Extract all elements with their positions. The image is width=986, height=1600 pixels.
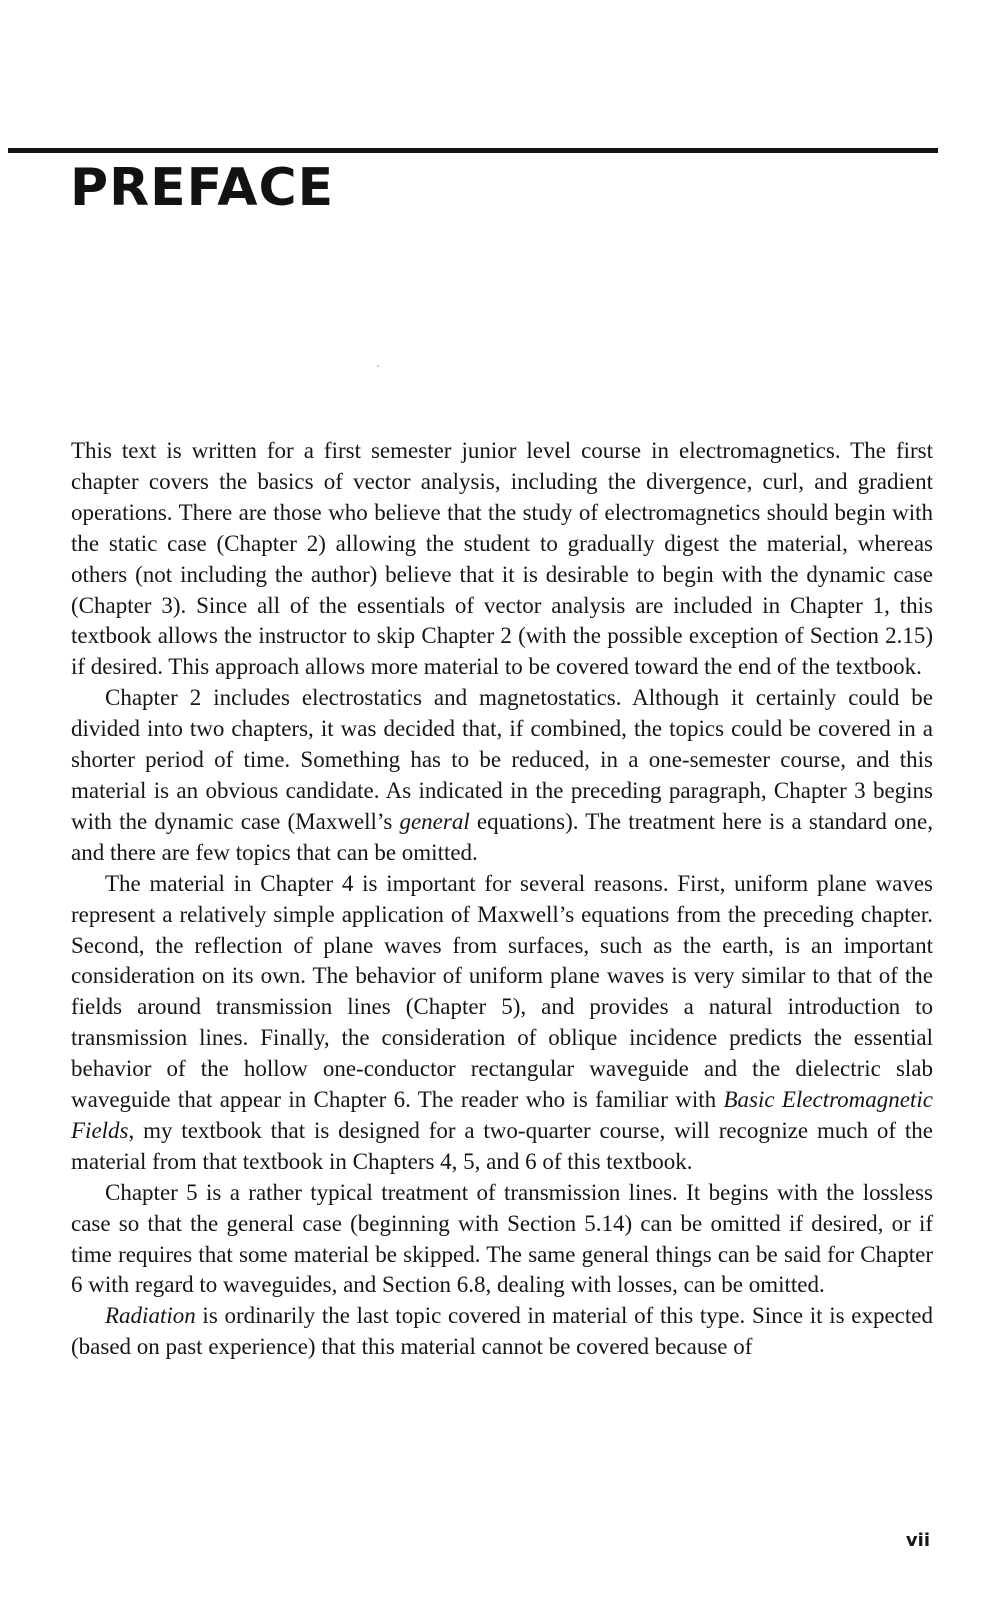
paragraph-5: [71, 1301, 933, 1363]
paragraph-3-book-title: Basic Electromagnetic Fields: [71, 1087, 933, 1143]
paragraph-1-text: This text is written for a first semester junior level course in electromagnetics. The first chapter covers the basics of vector analysis, including the divergence, curl, and gradient operations. There are those who believe that the study of electromagnetics should begin with the static case (Chapter 2) allowing the student to gradually digest the material, whereas others (not including the author) believe that it is desirable to begin with the dynamic case (Chapter 3). Since all of the essentials of vector analysis are included in Chapter 1, this textbook allows the instructor to skip Chapter 2 (with the possible exception of Section 2.15) if desired. This approach allows more material to be covered toward the end of the textbook.: [71, 438, 933, 680]
paragraph-4: [71, 1178, 933, 1302]
paragraph-2-text-b: equations). The treatment here is a standard one, and there are few topics that can be omitted.: [71, 808, 933, 865]
paragraph-3-text-b: , my textbook that is designed for a two-quarter course, will recognize much of the material from that textbook in Chapters 4, 5, and 6 of this textbook.: [71, 1117, 933, 1174]
paragraph-5-emphasis-radiation: Radiation: [105, 1303, 196, 1329]
paragraph-4-text: Chapter 5 is a rather typical treatment of transmission lines. It begins with the lossless case so that the general case (beginning with Section 5.14) can be omitted if desired, or if time requires that some material be skipped. The same general things can be said for Chapter 6 with regard to waveguides, and Section 6.8, dealing with losses, can be omitted.: [71, 1179, 933, 1298]
paragraph-1: [71, 436, 933, 683]
header-rule: [8, 148, 938, 153]
paragraph-3-text-a: The material in Chapter 4 is important for several reasons. First, uniform plane waves represent a relatively simple application of Maxwell’s equations from the preceding chapter. Second, the reflection of plane waves from surfaces, such as the earth, is an important consideration on its own. The behavior of uniform plane waves is very similar to that of the fields around transmission lines (Chapter 5), and provides a natural introduction to transmission lines. Finally, the consideration of oblique incidence predicts the essential behavior of the hollow one-conductor rectangular waveguide and the dielectric slab waveguide that appear in Chapter 6. The reader who is familiar with: [71, 870, 933, 1113]
paragraph-3: [71, 869, 933, 1178]
preface-body: [71, 436, 933, 1363]
paragraph-2-text-a: Chapter 2 includes electrostatics and magnetostatics. Although it certainly could be divided into two chapters, it was decided that, if combined, the topics could be covered in a shorter period of time. Something has to be reduced, in a one-semester course, and this material is an obvious candidate. As indicated in the preceding paragraph, Chapter 3 begins with the dynamic case (Maxwell’s: [71, 685, 933, 834]
paragraph-2-emphasis-general: general: [399, 808, 470, 834]
scan-speck: [377, 365, 379, 367]
paragraph-5-text: is ordinarily the last topic covered in material of this type. Since it is expected (based on past experience) that this material cannot be covered because of: [71, 1303, 933, 1360]
page-title: PREFACE: [70, 158, 335, 218]
page-number: vii: [905, 1530, 930, 1551]
paragraph-2: [71, 683, 933, 868]
